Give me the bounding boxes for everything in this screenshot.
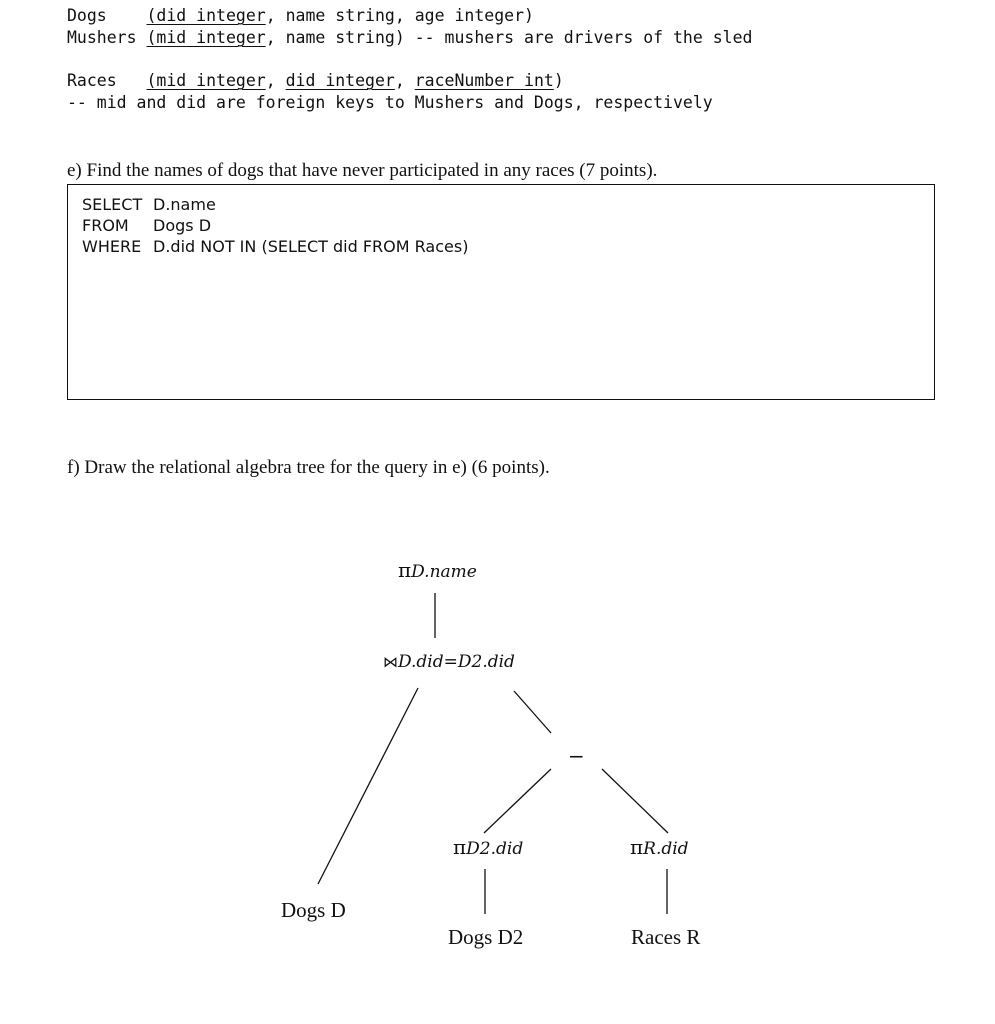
tree-leaf-dogs-d2: Dogs D2 — [448, 925, 524, 949]
schema-races-key-did: did integer — [285, 71, 395, 90]
schema-mushers-comment: -- mushers are drivers of the sled — [414, 28, 753, 47]
schema-dogs-name: Dogs — [67, 6, 107, 25]
tree-leaf-dogs-d: Dogs D — [281, 898, 346, 922]
tree-node-difference — [568, 744, 585, 768]
schema-races-name: Races — [67, 71, 117, 90]
schema-races-sep1: , — [265, 71, 286, 90]
projection-r-subscript: R.did — [643, 839, 689, 859]
tree-node-root-projection — [398, 558, 477, 582]
edge-join-to-difference — [514, 691, 551, 733]
schema-races-key-racenumber: raceNumber int — [414, 71, 554, 90]
question-f-text: f) Draw the relational algebra tree for the query in e) (6 points). — [67, 457, 550, 478]
schema-races-comment: -- mid and did are foreign keys to Mushers and Dogs, respectively — [67, 93, 713, 112]
schema-races-key-mid: (mid integer — [146, 71, 266, 90]
sql-where-clause: D.did NOT IN (SELECT did FROM Races) — [153, 237, 469, 256]
sql-keyword-where: WHERE — [82, 237, 142, 256]
projection-d2-subscript: D2.did — [466, 839, 524, 859]
schema-races-close: ) — [553, 71, 564, 90]
pi-symbol-icon: π — [630, 835, 644, 859]
edge-difference-to-proj-r — [602, 769, 668, 833]
question-e-text: e) Find the names of dogs that have never participated in any races (7 points). — [67, 160, 658, 181]
difference-symbol-icon: − — [568, 744, 585, 768]
tree-node-projection-r — [630, 835, 689, 859]
edge-join-to-dogs-d — [318, 688, 418, 884]
schema-races-sep2: , — [394, 71, 415, 90]
sql-from-clause: Dogs D — [153, 216, 212, 235]
schema-dogs-key: (did integer — [146, 6, 266, 25]
join-symbol-icon: ⋈ — [383, 653, 398, 671]
schema-mushers-key: (mid integer — [146, 28, 266, 47]
tree-node-join — [383, 652, 515, 672]
pi-symbol-icon: π — [453, 835, 467, 859]
join-condition-subscript: D.did=D2.did — [398, 652, 515, 672]
schema-mushers-fields: , name string) — [265, 28, 405, 47]
tree-node-projection-d2 — [453, 835, 523, 859]
schema-dogs-fields: , name string, age integer) — [265, 6, 534, 25]
sql-keyword-from: FROM — [82, 216, 129, 235]
edge-difference-to-proj-d2 — [484, 769, 551, 833]
sql-select-clause: D.name — [153, 195, 216, 214]
pi-symbol-icon: π — [398, 558, 412, 582]
sql-keyword-select: SELECT — [82, 195, 143, 214]
schema-mushers-name: Mushers — [67, 28, 137, 47]
root-projection-subscript: D.name — [411, 562, 477, 582]
tree-leaf-races-r: Races R — [631, 925, 701, 949]
